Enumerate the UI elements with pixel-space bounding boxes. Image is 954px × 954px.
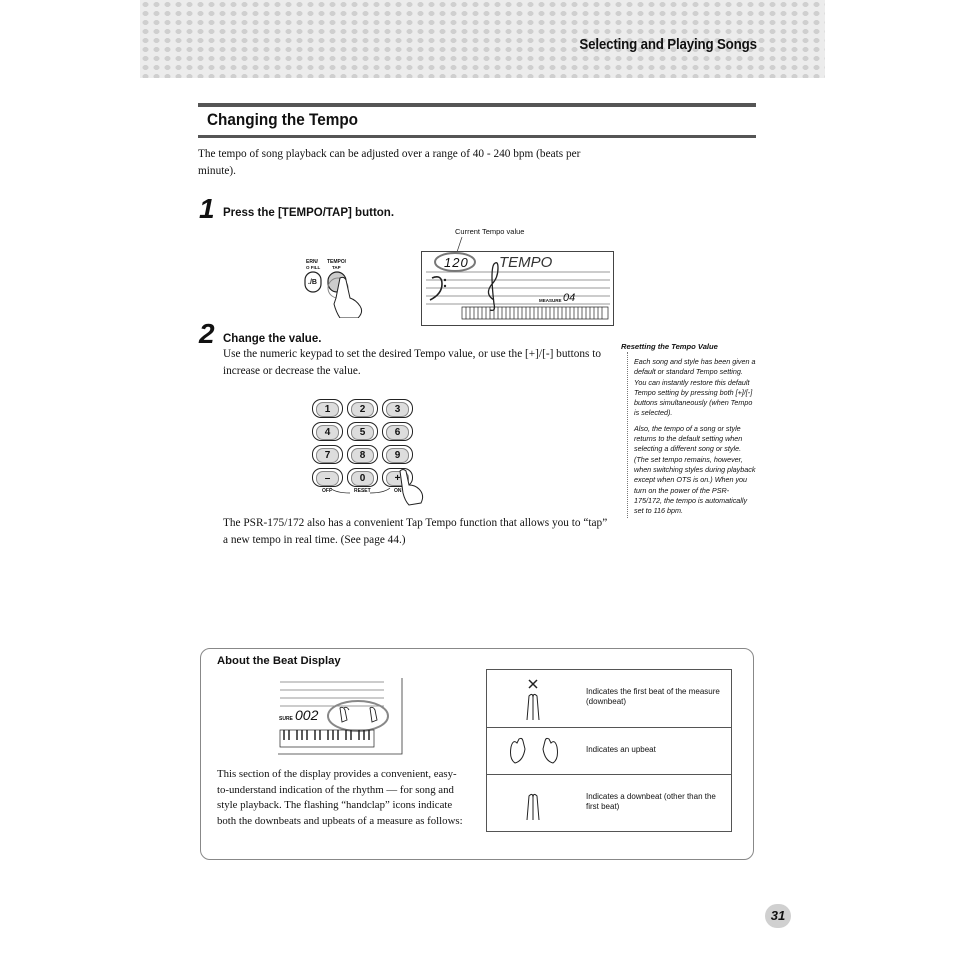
step-2-title: Change the value. [223,333,322,345]
key-8[interactable]: 8 [347,445,378,464]
key-5[interactable]: 5 [347,422,378,441]
intro-text: The tempo of song playback can be adjusted over a range of 40 - 240 bpm (beats per minute). [198,148,581,177]
key-minus[interactable]: – [312,468,343,487]
beat-lcd [278,676,404,756]
step-1-title: Press the [TEMPO/TAP] button. [223,207,395,219]
beat-desc-upbeat: Indicates an upbeat [586,745,656,754]
chapter-title: Selecting and Playing Songs [579,37,757,53]
key-plus[interactable]: + [382,468,413,487]
section-title: Changing the Tempo [207,110,359,129]
first-beat-hands-icon [523,678,543,722]
sidebar-paragraph-2: Also, the tempo of a song or style returns to the default setting when selecting a different song or style. (The set tempo remains, however, when switching styles during playback except when OTS is on.) When you turn on the power of the PSR-175/172, the tempo is automatically set to 116 bpm. [634,423,756,516]
key-9[interactable]: 9 [382,445,413,464]
key-3[interactable]: 3 [382,399,413,418]
lcd-mode-text: TEMPO [499,254,553,271]
page-number: 31 [765,904,791,928]
lcd-display [421,251,614,326]
lcd-measure-value: 04 [563,292,576,304]
key-0[interactable]: 0 [347,468,378,487]
pointing-hand-icon [396,467,430,507]
sidebar-rule [627,352,628,518]
beat-lcd-label: SURE [279,716,293,722]
key-label-on: ON [394,488,402,494]
key-7[interactable]: 7 [312,445,343,464]
tempo-tap-button[interactable] [304,256,374,318]
sidebar-paragraph-1: Each song and style has been given a default or standard Tempo setting. You can instantly restore this default Tempo setting by pressing both [+]/[-] buttons simultaneously (when Tempo is selected). [634,357,756,418]
key-label-reset: RESET [354,488,371,494]
beat-desc-downbeat: Indicates a downbeat (other than the first beat) [586,792,716,811]
lcd-measure-label: MEASURE [539,298,562,303]
step-2-number: 2 [199,318,215,349]
closed-hands-icon [523,788,543,822]
beat-row-upbeat [487,727,731,775]
beat-row-downbeat [487,774,731,831]
beat-lcd-value: 002 [295,707,319,723]
step-1-number: 1 [199,193,215,224]
beat-body-text: This section of the display provides a convenient, easy-to-understand indication of the rhythm — for song and style playback. The flashing “handclap” icons indicate both the downbeats and upbeats of a measure as follows: [217,768,463,827]
beat-icon-table [486,669,732,832]
section-rule-bottom [198,135,756,138]
tempo-caption: Current Tempo value [455,227,525,236]
key-1[interactable]: 1 [312,399,343,418]
beat-title: About the Beat Display [217,655,341,667]
key-4[interactable]: 4 [312,422,343,441]
step-2-body: Use the numeric keypad to set the desired Tempo value, or use the [+]/[-] buttons to increase or decrease the value. [223,348,602,377]
tempo-tap-panel: ERN/ O FILL TEMPO/ TAP ./B [304,256,374,318]
key-2[interactable]: 2 [347,399,378,418]
open-hands-icon [507,737,561,765]
sidebar-text [634,357,756,521]
lcd-tempo-value: 120 [444,255,469,270]
numeric-keypad [310,397,430,507]
key-label-off: OFF [322,488,332,494]
key-6[interactable]: 6 [382,422,413,441]
beat-desc-first: Indicates the first beat of the measure (downbeat) [586,687,720,706]
sidebar-title: Resetting the Tempo Value [621,342,718,351]
tap-tempo-note: The PSR-175/172 also has a convenient Tap Tempo function that allows you to “tap” a new tempo in real time. (See page 44.) [223,517,608,546]
beat-row-first [487,670,731,728]
section-rule-top [198,103,756,107]
